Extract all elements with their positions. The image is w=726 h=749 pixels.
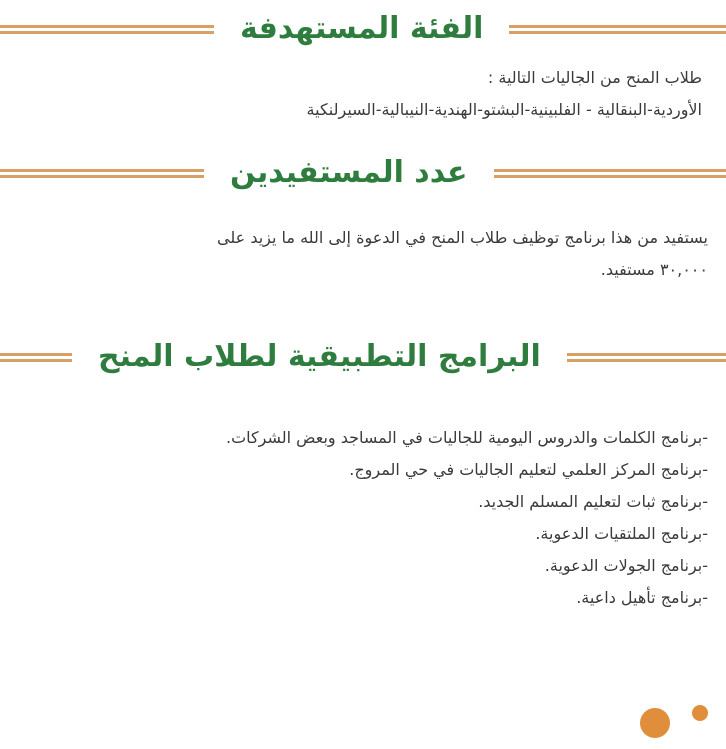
programs-heading-row <box>0 339 726 374</box>
programs-title: البرامج التطبيقية لطلاب المنح <box>98 339 541 374</box>
target-group-title: الفئة المستهدفة <box>240 11 484 46</box>
list-item: -برنامج الكلمات والدروس اليومية للجاليات في المساجد وبعض الشركات. <box>226 428 708 447</box>
list-item: -برنامج الملتقيات الدعوية. <box>535 524 708 543</box>
beneficiaries-title: عدد المستفيدين <box>230 155 468 190</box>
heading-rule-right <box>567 353 726 362</box>
target-group-heading-row <box>0 11 726 46</box>
programs-list <box>88 424 708 612</box>
list-item: -برنامج ثبات لتعليم المسلم الجديد. <box>478 492 708 511</box>
beneficiaries-heading-row <box>0 155 726 190</box>
decorative-dot-large <box>640 708 670 738</box>
decorative-dot-small <box>692 705 708 721</box>
beneficiaries-line-1: يستفيد من هذا برنامج توظيف طلاب المنح في الدعوة إلى الله ما يزيد على <box>217 228 708 247</box>
target-group-line-1: طلاب المنح من الجاليات التالية : <box>487 68 702 87</box>
beneficiaries-line-2: ٣٠,٠٠٠ مستفيد. <box>600 260 708 279</box>
heading-rule-right <box>494 169 726 178</box>
list-item: -برنامج الجولات الدعوية. <box>544 556 708 575</box>
target-group-line-2: الأوردية-البنقالية - الفلبينية-البشتو-الهندية-النيبالية-السيرلنكية <box>306 100 702 119</box>
heading-rule-right <box>509 25 726 34</box>
heading-rule-left <box>0 169 204 178</box>
list-item: -برنامج تأهيل داعية. <box>576 588 708 607</box>
list-item: -برنامج المركز العلمي لتعليم الجاليات في حي المروج. <box>349 460 708 479</box>
heading-rule-left <box>0 25 214 34</box>
heading-rule-left <box>0 353 72 362</box>
